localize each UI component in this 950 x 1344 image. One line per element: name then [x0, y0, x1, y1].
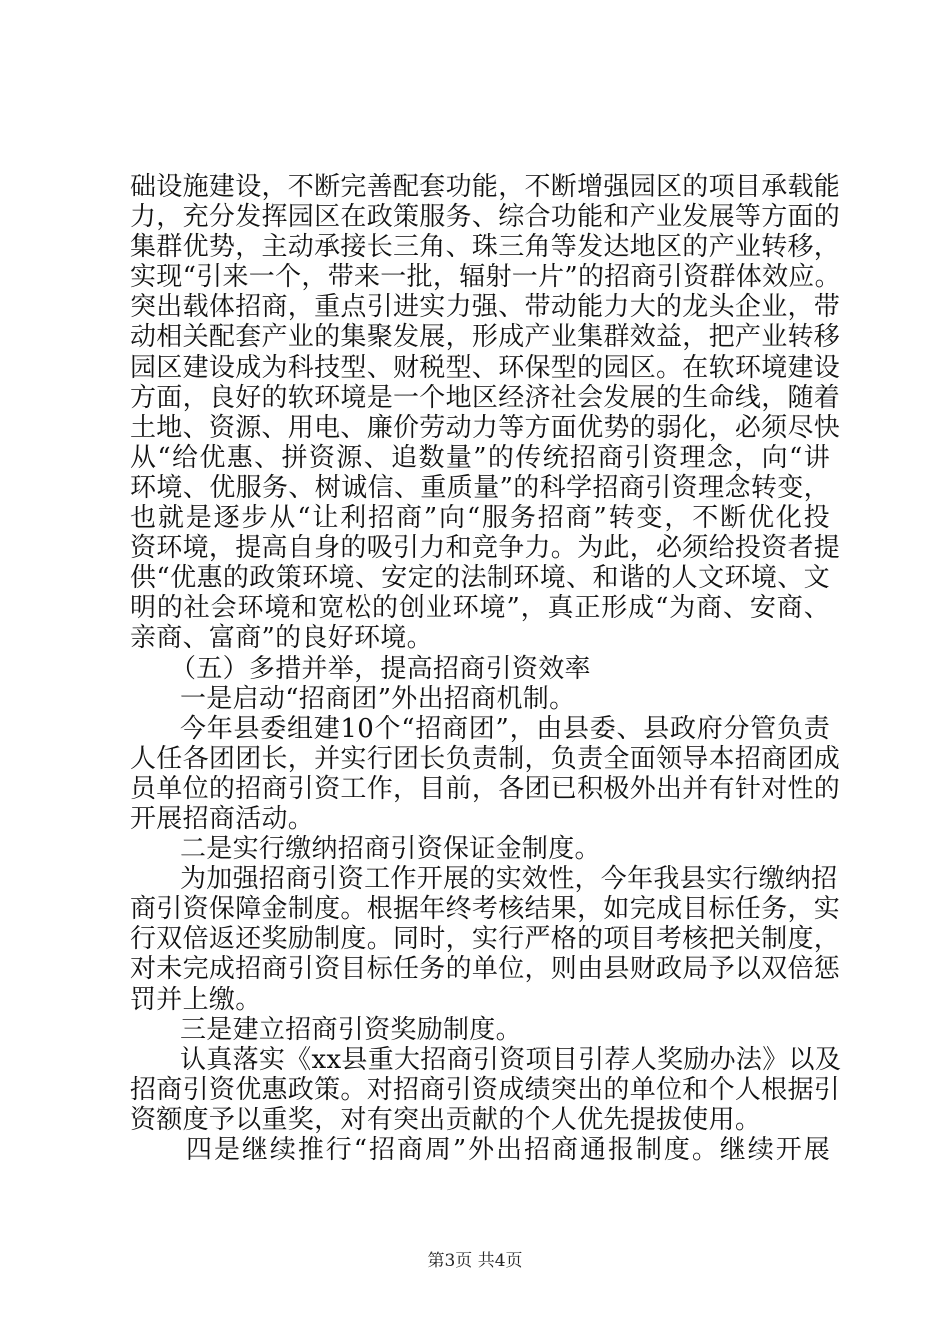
- text-line: 力，充分发挥园区在政策服务、综合功能和产业发展等方面的: [130, 202, 841, 233]
- text-line: 明的社会环境和宽松的创业环境”，真正形成“为商、安商、: [130, 593, 830, 624]
- text-line: 开展招商活动。: [130, 803, 315, 834]
- text-line: 方面，良好的软环境是一个地区经济社会发展的生命线，随着: [130, 382, 841, 413]
- text-line: 今年县委组建10个“招商团”，由县委、县政府分管负责: [180, 713, 830, 744]
- text-line: 础设施建设，不断完善配套功能，不断增强园区的项目承载能: [130, 172, 841, 202]
- text-line: （五）多措并举，提高招商引资效率: [170, 653, 591, 684]
- text-line: 资环境，提高自身的吸引力和竞争力。为此，必须给投资者提: [130, 533, 841, 564]
- text-line: 也就是逐步从“让利招商”向“服务招商”转变，不断优化投: [130, 503, 830, 534]
- text-line: 为加强招商引资工作开展的实效性，今年我县实行缴纳招: [180, 864, 838, 895]
- page-footer: 第3页 共4页: [427, 1251, 523, 1271]
- text-line: 园区建设成为科技型、财税型、环保型的园区。在软环境建设: [130, 352, 841, 383]
- text-line: 突出载体招商，重点引进实力强、带动能力大的龙头企业，带: [130, 292, 841, 323]
- text-line: 人任各团团长，并实行团长负责制，负责全面领导本招商团成: [130, 743, 841, 774]
- text-line: 行双倍返还奖励制度。同时，实行严格的项目考核把关制度，: [130, 924, 841, 955]
- text-line: 资额度予以重奖，对有突出贡献的个人优先提拔使用。: [130, 1104, 762, 1135]
- text-line: 供“优惠的政策环境、安定的法制环境、和谐的人文环境、文: [130, 563, 830, 594]
- document-body: [130, 172, 842, 1165]
- text-line: 一是启动“招商团”外出招商机制。: [180, 683, 576, 714]
- text-line: 亲商、富商”的良好环境。: [130, 623, 433, 654]
- text-line: 二是实行缴纳招商引资保证金制度。: [180, 834, 601, 865]
- text-line: 对未完成招商引资目标任务的单位，则由县财政局予以双倍惩: [130, 954, 841, 985]
- text-line: 环境、优服务、树诚信、重质量”的科学招商引资理念转变，: [130, 472, 830, 503]
- text-line: 四是继续推行“招商周”外出招商通报制度。继续开展: [186, 1135, 830, 1165]
- text-line: 员单位的招商引资工作，目前，各团已积极外出并有针对性的: [130, 773, 841, 804]
- text-line: 集群优势，主动承接长三角、珠三角等发达地区的产业转移，: [130, 232, 841, 263]
- text-line: 动相关配套产业的集聚发展，形成产业集群效益，把产业转移: [130, 322, 841, 353]
- text-line: 土地、资源、用电、廉价劳动力等方面优势的弱化，必须尽快: [130, 412, 841, 443]
- text-line: 商引资保障金制度。根据年终考核结果，如完成目标任务，实: [130, 894, 841, 925]
- text-line: 从“给优惠、拼资源、追数量”的传统招商引资理念，向“讲: [130, 442, 830, 473]
- text-line: 三是建立招商引资奖励制度。: [180, 1014, 522, 1045]
- text-line: 招商引资优惠政策。对招商引资成绩突出的单位和个人根据引: [130, 1074, 841, 1105]
- text-line: 认真落实《xx县重大招商引资项目引荐人奖励办法》以及: [180, 1044, 842, 1075]
- text-line: 实现“引来一个，带来一批，辐射一片”的招商引资群体效应。: [130, 262, 841, 293]
- text-line: 罚并上缴。: [130, 984, 262, 1015]
